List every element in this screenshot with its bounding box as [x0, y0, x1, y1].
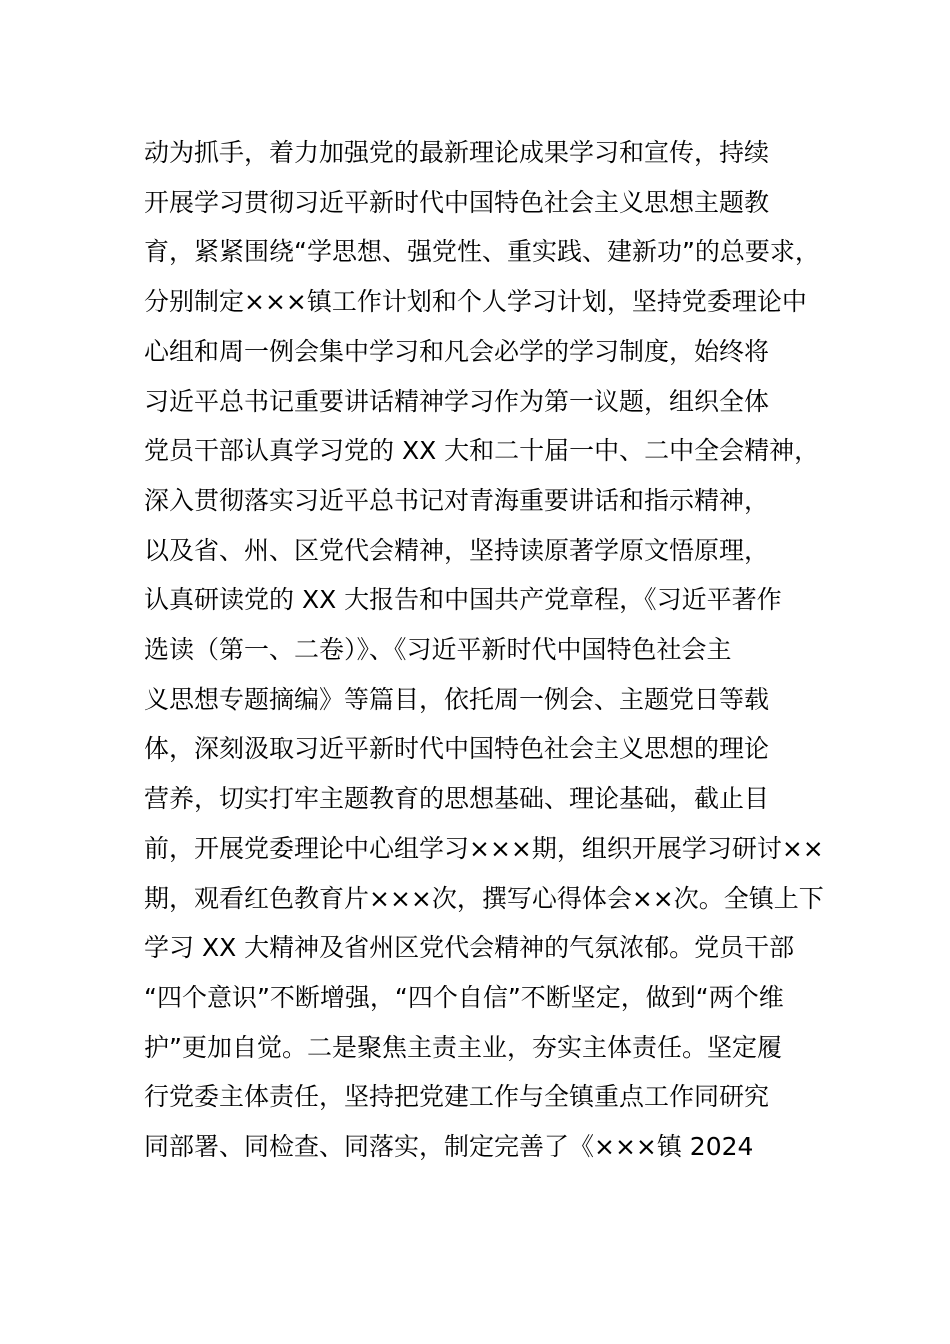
text-line: 前，开展党委理论中心组学习×××期，组织开展学习研讨××	[144, 833, 824, 863]
text-line: 分别制定×××镇工作计划和个人学习计划，坚持党委理论中	[144, 287, 807, 317]
text-line: 护”更加自觉。二是聚焦主责主业，夯实主体责任。坚定履	[144, 1032, 782, 1062]
text-line: 义思想专题摘编》等篇目，依托周一例会、主题党日等载	[144, 684, 770, 714]
text-line: 营养，切实打牢主题教育的思想基础、理论基础，截止目	[144, 784, 770, 814]
text-line: 深入贯彻落实习近平总书记对青海重要讲话和指示精神，	[144, 485, 770, 515]
text-line: 动为抓手，着力加强党的最新理论成果学习和宣传，持续	[144, 138, 770, 167]
text-line: 习近平总书记重要讲话精神学习作为第一议题，组织全体	[144, 386, 770, 416]
text-line: 以及省、州、区党代会精神，坚持读原著学原文悟原理，	[144, 535, 770, 565]
text-line: 选读（第一、二卷）》、《习近平新时代中国特色社会主	[144, 635, 732, 665]
text-line: 开展学习贯彻习近平新时代中国特色社会主义思想主题教	[144, 187, 770, 217]
text-line: 育，紧紧围绕“学思想、强党性、重实践、建新功”的总要求，	[144, 237, 820, 267]
text-line: 认真研读党的 XX 大报告和中国共产党章程，《习近平著作	[144, 585, 782, 615]
text-line: “四个意识”不断增强，“四个自信”不断坚定，做到“两个维	[144, 982, 784, 1012]
text-line: 党员干部认真学习党的 XX 大和二十届一中、二中全会精神，	[144, 436, 820, 466]
text-line: 心组和周一例会集中学习和凡会必学的学习制度，始终将	[144, 336, 770, 366]
body-paragraph	[144, 128, 844, 1172]
text-line: 期，观看红色教育片×××次，撰写心得体会××次。全镇上下	[144, 883, 824, 913]
text-line: 体，深刻汲取习近平新时代中国特色社会主义思想的理论	[144, 734, 770, 764]
text-line: 学习 XX 大精神及省州区党代会精神的气氛浓郁。党员干部	[144, 933, 795, 963]
text-line: 同部署、同检查、同落实，制定完善了《×××镇 2024	[144, 1132, 754, 1162]
text-line: 行党委主体责任，坚持把党建工作与全镇重点工作同研究	[144, 1082, 770, 1112]
